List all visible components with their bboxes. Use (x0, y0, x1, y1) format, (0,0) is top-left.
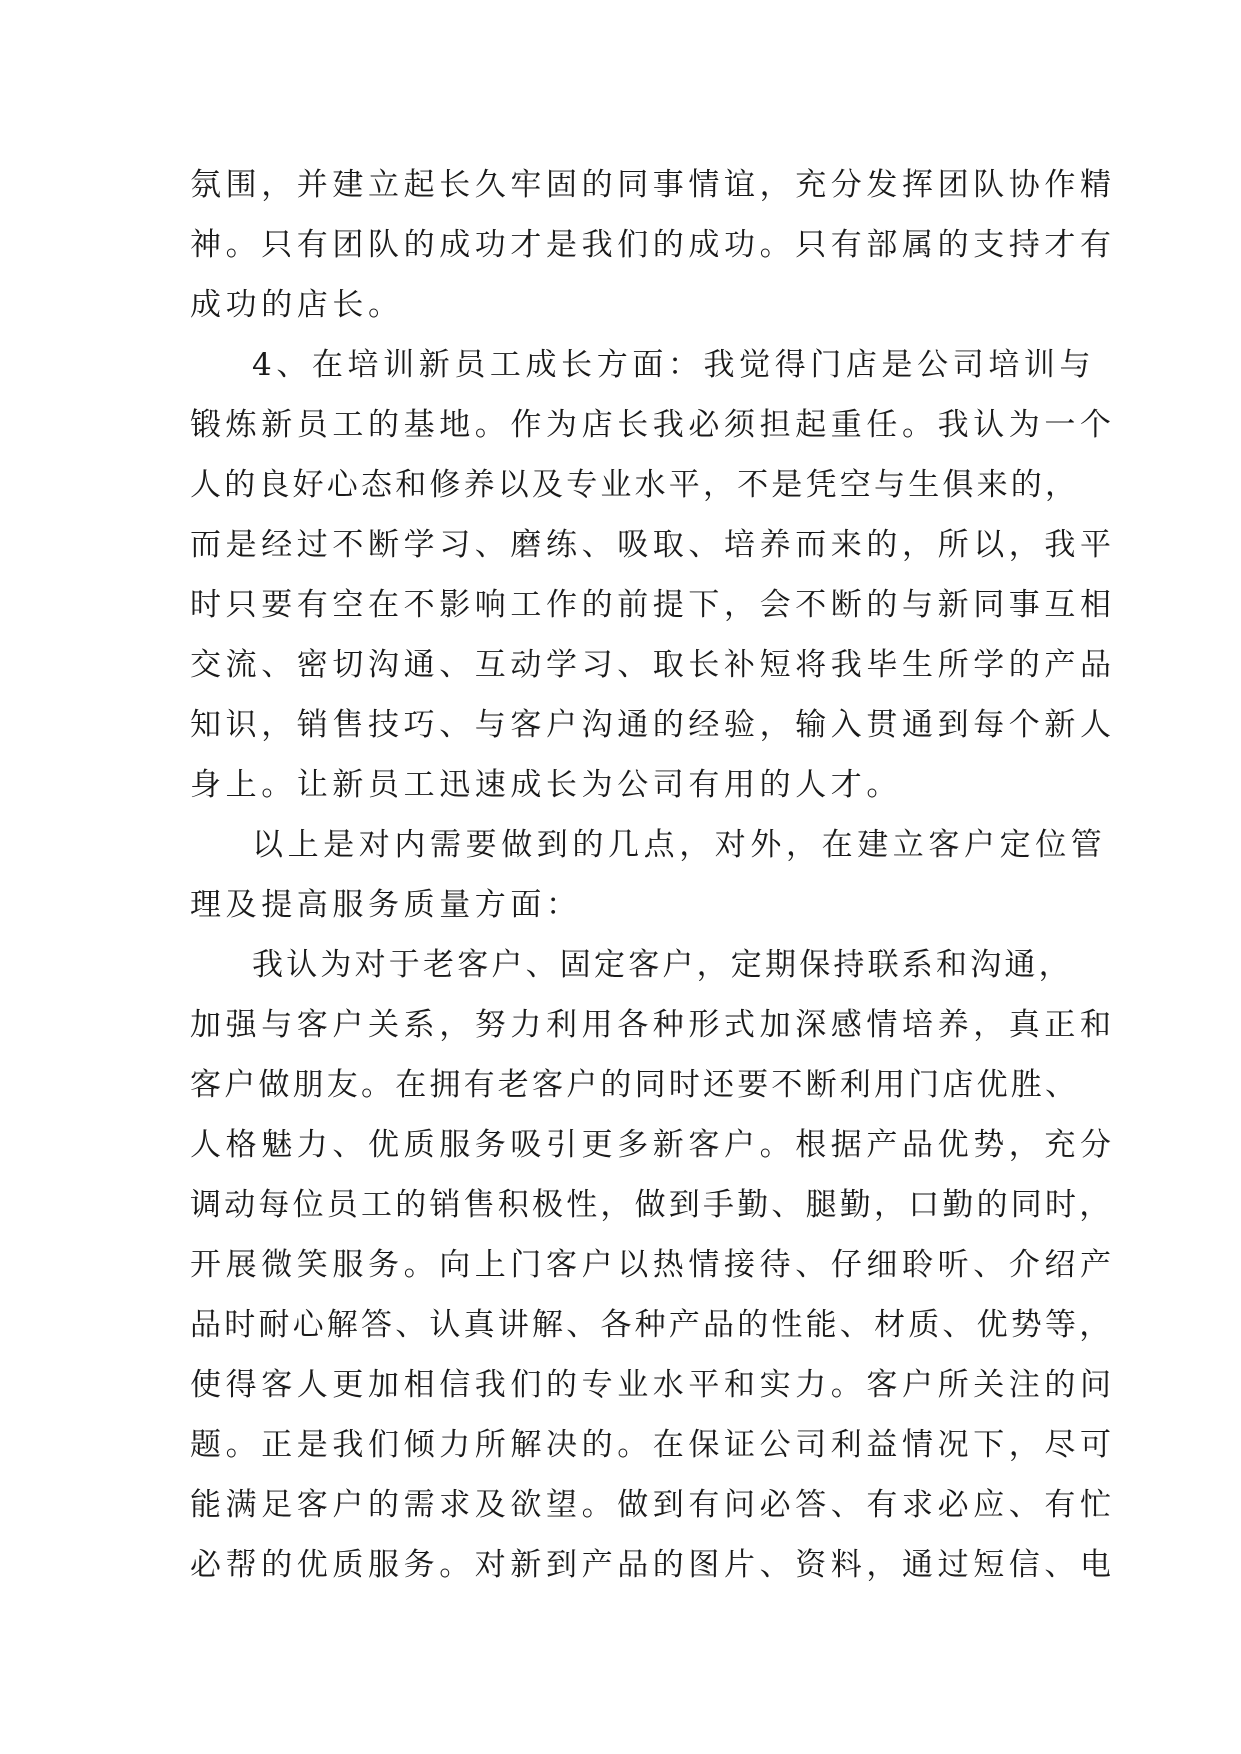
text-line: 人的良好心态和修养以及专业水平，不是凭空与生俱来的， (190, 467, 1080, 503)
text-line: 客户做朋友。在拥有老客户的同时还要不断利用门店优胜、 (190, 1067, 1080, 1103)
text-line: 能满足客户的需求及欲望。做到有问必答、有求必应、有忙 (190, 1487, 1116, 1523)
text-line: 交流、密切沟通、互动学习、取长补短将我毕生所学的产品 (190, 647, 1116, 683)
text-line: 开展微笑服务。向上门客户以热情接待、仔细聆听、介绍产 (190, 1247, 1116, 1283)
text-line: 身上。让新员工迅速成长为公司有用的人才。 (190, 767, 902, 803)
text-line: 人格魅力、优质服务吸引更多新客户。根据产品优势，充分 (190, 1127, 1116, 1163)
text-line: 4、在培训新员工成长方面：我觉得门店是公司培训与 (252, 347, 1096, 383)
text-line: 题。正是我们倾力所解决的。在保证公司利益情况下，尽可 (190, 1427, 1116, 1463)
text-line: 使得客人更加相信我们的专业水平和实力。客户所关注的问 (190, 1367, 1116, 1403)
text-line: 成功的店长。 (190, 287, 404, 323)
text-line: 加强与客户关系，努力利用各种形式加深感情培养，真正和 (190, 1007, 1116, 1043)
text-line: 理及提高服务质量方面： (190, 887, 582, 923)
text-line: 调动每位员工的销售积极性，做到手勤、腿勤，口勤的同时， (190, 1187, 1114, 1223)
text-line: 而是经过不断学习、磨练、吸取、培养而来的，所以，我平 (190, 527, 1116, 563)
text-line: 我认为对于老客户、固定客户，定期保持联系和沟通， (252, 947, 1073, 983)
text-line: 神。只有团队的成功才是我们的成功。只有部属的支持才有 (190, 227, 1116, 263)
text-line: 必帮的优质服务。对新到产品的图片、资料，通过短信、电 (190, 1547, 1116, 1583)
text-line: 氛围，并建立起长久牢固的同事情谊，充分发挥团队协作精 (190, 167, 1116, 203)
text-line: 知识，销售技巧、与客户沟通的经验，输入贯通到每个新人 (190, 707, 1116, 743)
text-line: 品时耐心解答、认真讲解、各种产品的性能、材质、优势等， (190, 1307, 1114, 1343)
text-line: 时只要有空在不影响工作的前提下，会不断的与新同事互相 (190, 587, 1116, 623)
text-line: 以上是对内需要做到的几点，对外，在建立客户定位管 (252, 827, 1107, 863)
text-line: 锻炼新员工的基地。作为店长我必须担起重任。我认为一个 (190, 407, 1116, 443)
